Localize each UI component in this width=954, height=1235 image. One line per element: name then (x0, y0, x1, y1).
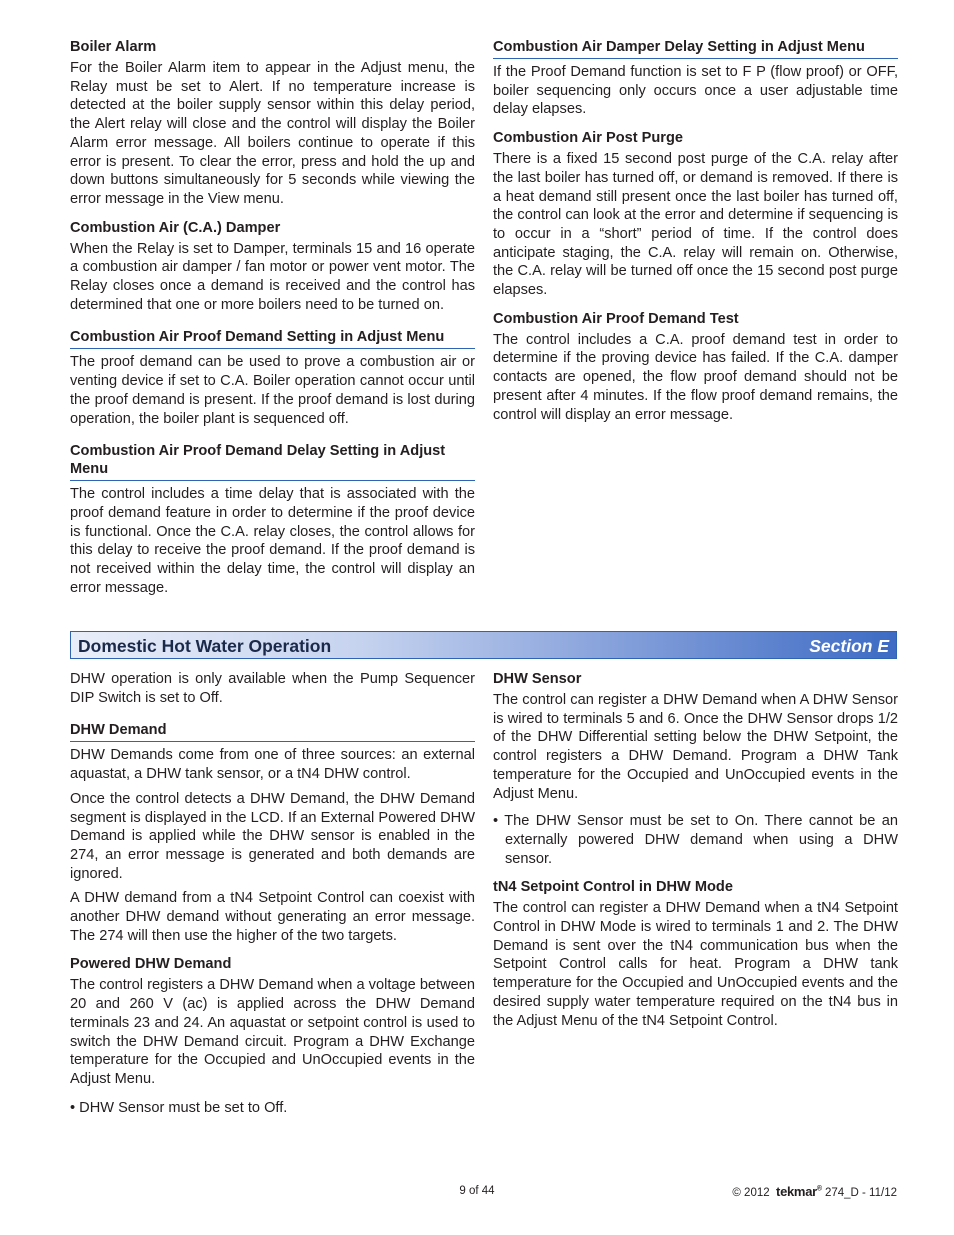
tn4-text: The control can register a DHW Demand when a tN4 Setpoint Control in DHW Mode is wired to terminals 1 and 2. The DHW Demand is sent over the tN4 communication bus when the Setpoint Control calls for heat. Program a DHW tank temperature for the Occupied and UnOccupied events and the desired supply water temperature required on the tN4 bus in the Adjust Menu of the tN4 Setpoint Control. (493, 900, 898, 1029)
left-column-bottom (70, 670, 475, 1117)
proof-delay-text: The control includes a time delay that is associated with the proof demand feature in order to determine if the proof device is functional. Once the C.A. relay closes, the control allows for this delay to receive the proof demand. If the proof demand is not received within the delay time, the control will display an error message. (70, 486, 475, 596)
boiler-alarm-text: For the Boiler Alarm item to appear in the Adjust menu, the Relay must be set to Alert. If no temperature increase is detected at the boiler supply sensor within this delay period, the Alert relay will close and the control will display the Boiler Alarm error message. All boilers continue to operate if this error is present. To clear the error, press and hold the up and down buttons simultaneously for 5 seconds while viewing the error message in the View menu. (70, 60, 475, 207)
right-column-bottom (493, 670, 898, 1030)
dhw-sensor-text: The control can register a DHW Demand when A DHW Sensor is wired to terminals 5 and 6. Once the DHW Sensor drops 1/2 of the DHW Differential setting below the DHW Setpoint, the control registers a DHW Demand. Program a DHW Tank temperature for the Occupied and UnOccupied events in the Adjust Menu. (493, 692, 898, 802)
dhw-sensor-bullet: • The DHW Sensor must be set to On. There cannot be an externally powered DHW demand when using a DHW sensor. (493, 813, 898, 867)
proof-test-text: The control includes a C.A. proof demand test in order to determine if the proving device has failed. If the C.A. damper contacts are opened, the flow proof demand should not be present after 4 minutes. If the flow proof demand remains, the control will display an error message. (493, 331, 898, 423)
powered-dhw-heading: Powered DHW Demand (70, 956, 232, 973)
brand-name: tekmar (776, 1184, 817, 1199)
post-purge-text: There is a fixed 15 second post purge of the C.A. relay after the last boiler has turned off, or demand is removed. If there is a heat demand still present once the last boiler has turned off, the control can look at the error and determine if sequencing is to occur in a “short” period of time. If the control does anticipate staging, the C.A. relay will remain on. Otherwise, the C.A. relay will be turned off once the 15 second post purge elapses. (493, 151, 898, 299)
tn4-heading: tN4 Setpoint Control in DHW Mode (493, 879, 733, 896)
dhw-demand-text-1: DHW Demands come from one of three sources: an external aquastat, a DHW tank sensor, or a tN4 DHW control. (70, 747, 475, 783)
dhw-intro-text: DHW operation is only available when the Pump Sequencer DIP Switch is set to Off. (70, 671, 475, 706)
proof-demand-heading: Combustion Air Proof Demand Setting in Adjust Menu (70, 328, 475, 349)
brand-logo (776, 1184, 822, 1199)
damper-delay-heading: Combustion Air Damper Delay Setting in Adjust Menu (493, 38, 898, 59)
boiler-alarm-heading: Boiler Alarm (70, 39, 157, 55)
copyright: © 2012 (732, 1187, 770, 1199)
dhw-demand-text-3: A DHW demand from a tN4 Setpoint Control can coexist with another DHW demand without generating an error message. The 274 will then use the higher of the two targets. (70, 890, 475, 944)
proof-delay-heading: Combustion Air Proof Demand Delay Setting in Adjust Menu (70, 442, 475, 481)
damper-delay-text: If the Proof Demand function is set to F P (flow proof) or OFF, boiler sequencing only occurs once a user adjustable time delay elapses. (493, 64, 898, 118)
post-purge-heading: Combustion Air Post Purge (493, 130, 683, 147)
section-title: Domestic Hot Water Operation (78, 636, 332, 656)
dhw-demand-heading: DHW Demand (70, 721, 475, 742)
powered-dhw-text: The control registers a DHW Demand when a voltage between 20 and 260 V (ac) is applied across the DHW Demand terminals 23 and 24. An aquastat or setpoint control is used to switch the DHW Demand circuit. Program a DHW Exchange temperature for the Occupied and UnOccupied events in the Adjust Menu. (70, 977, 475, 1087)
dhw-sensor-heading: DHW Sensor (493, 671, 582, 687)
section-label: Section E (809, 636, 889, 656)
proof-test-heading: Combustion Air Proof Demand Test (493, 310, 739, 327)
proof-demand-text: The proof demand can be used to prove a combustion air or venting device if set to C.A. Boiler operation cannot occur until the proof demand is present. If the proof demand is lost during operation, the boiler plant is sequenced off. (70, 354, 475, 427)
right-column-top (493, 38, 898, 424)
powered-dhw-bullet: • DHW Sensor must be set to Off. (70, 1099, 288, 1116)
section-header-bar (70, 631, 897, 659)
document-code: 274_D - 11/12 (824, 1187, 897, 1199)
brand-mark: ® (816, 1185, 822, 1193)
ca-damper-heading: Combustion Air (C.A.) Damper (70, 219, 281, 236)
dhw-demand-text-2: Once the control detects a DHW Demand, the DHW Demand segment is displayed in the LCD. If an External Powered DHW Demand is applied while the DHW sensor is enabled in the 274, an error message is generated and both demands are ignored. (70, 790, 475, 882)
ca-damper-text: When the Relay is set to Damper, terminals 15 and 16 operate a combustion air damper / fan motor or power vent motor. The Relay closes once a demand is received and the control has determined that one or more boilers need to be turned on. (70, 240, 475, 313)
left-column-top (70, 38, 475, 597)
page-number: 9 of 44 (459, 1185, 495, 1197)
footer-info (732, 1184, 897, 1199)
